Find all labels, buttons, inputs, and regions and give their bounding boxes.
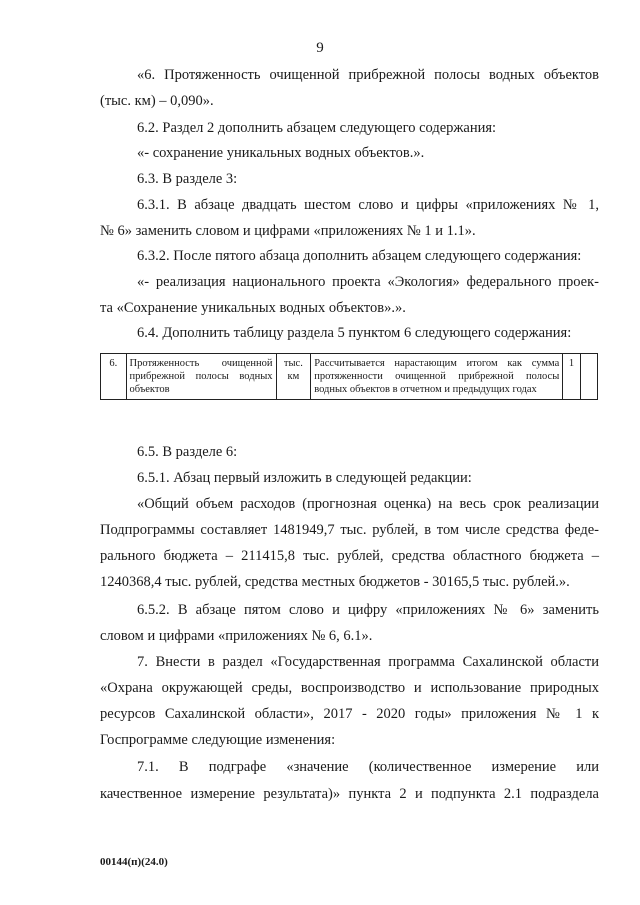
text-line: 1240368,4 тыс. рублей, средства местных бюджетов - 30165,5 тыс. рублей.». xyxy=(100,574,570,590)
text-line: качественное измерение результата)» пункта 2 и подпункта 2.1 подраздела xyxy=(100,786,599,802)
text-line: рального бюджета – 211415,8 тыс. рублей, средства областного бюджета – xyxy=(100,548,599,564)
page-number: 9 xyxy=(316,40,324,56)
cell-empty xyxy=(580,354,597,400)
text-line: 6.3.1. В абзаце двадцать шестом слово и цифры «приложениях № 1, xyxy=(137,197,599,213)
table-row xyxy=(101,354,598,400)
text-line: 7.1. В подграфе «значение (количественное измерение или xyxy=(137,759,599,775)
text-line: «Общий объем расходов (прогнозная оценка) на весь срок реализации xyxy=(137,496,599,512)
text-line: ресурсов Сахалинской области», 2017 - 2020 годы» приложения № 1 к xyxy=(100,706,599,722)
text-line: «Охрана окружающей среды, воспроизводство и использование природных xyxy=(100,680,599,696)
text-line: 6.5.1. Абзац первый изложить в следующей редакции: xyxy=(137,470,472,486)
text-line: Госпрограмме следующие изменения: xyxy=(100,732,336,748)
text-line: 7. Внести в раздел «Государственная программа Сахалинской области xyxy=(137,654,599,670)
text-line: 6.3. В разделе 3: xyxy=(137,171,238,187)
text-line: та «Сохранение уникальных водных объектов».». xyxy=(100,300,406,316)
text-line: 6.5.2. В абзаце пятом слово и цифру «приложениях № 6» заменить xyxy=(137,602,599,618)
text-line: № 6» заменить словом и цифрами «приложениях № 1 и 1.1». xyxy=(100,223,476,239)
cell-method: Рассчитывается нарастающим итогом как сумма протяженности очищенной прибрежной полосы водных объектов в отчетном и предыдущих годах xyxy=(311,354,563,400)
text-line: 6.5. В разделе 6: xyxy=(137,444,238,460)
indicator-table xyxy=(100,353,598,400)
document-code: 00144(п)(24.0) xyxy=(100,856,168,868)
text-line: «6. Протяженность очищенной прибрежной полосы водных объектов xyxy=(137,67,599,83)
text-line: «- реализация национального проекта «Экология» федерального проек- xyxy=(137,274,599,290)
cell-unit: тыс. км xyxy=(276,354,311,400)
text-line: 6.2. Раздел 2 дополнить абзацем следующего содержания: xyxy=(137,120,497,136)
text-line: 6.3.2. После пятого абзаца дополнить абзацем следующего содержания: xyxy=(137,248,582,264)
text-line: (тыс. км) – 0,090». xyxy=(100,93,214,109)
cell-number: 6. xyxy=(101,354,127,400)
text-line: Подпрограммы составляет 1481949,7 тыс. рублей, в том числе средства феде- xyxy=(100,522,599,538)
text-line: словом и цифрами «приложениях № 6, 6.1». xyxy=(100,628,373,644)
text-line: «- сохранение уникальных водных объектов.». xyxy=(137,145,425,161)
text-line: 6.4. Дополнить таблицу раздела 5 пунктом 6 следующего содержания: xyxy=(137,325,572,341)
cell-indicator-name: Протяженность очищенной прибрежной полосы водных объектов xyxy=(126,354,276,400)
cell-value: 1 xyxy=(563,354,580,400)
